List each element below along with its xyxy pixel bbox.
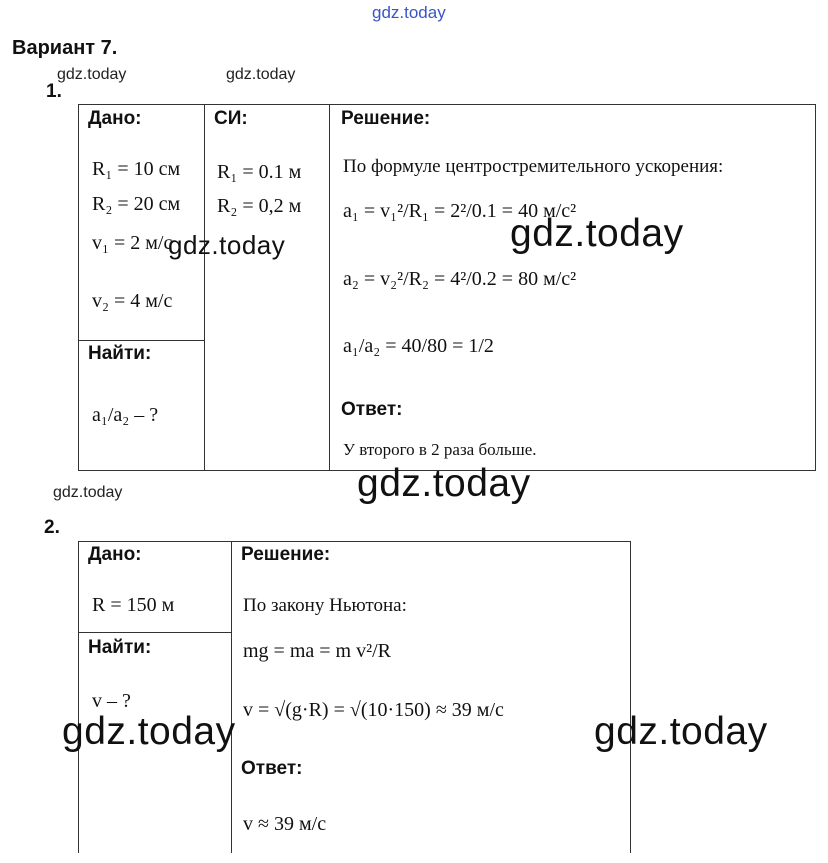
watermark: gdz.today	[226, 66, 296, 83]
find-header: Найти:	[88, 637, 152, 658]
answer-text: У второго в 2 раза больше.	[343, 440, 537, 459]
problem-1-number: 1.	[46, 81, 62, 102]
find-v: v – ?	[92, 690, 131, 712]
variant-title: Вариант 7.	[12, 37, 118, 59]
table1-border-top	[78, 104, 816, 105]
table2-border-top	[78, 541, 631, 542]
table1-border-left	[78, 104, 79, 471]
answer-equation: v ≈ 39 м/с	[243, 813, 327, 835]
given-header: Дано:	[88, 108, 142, 129]
si-r1: R₁ = 0.1 м	[217, 161, 302, 183]
table2-find-divider	[78, 632, 232, 633]
table2-divider	[231, 541, 232, 853]
equation-newton: mg = ma = m v²/R	[243, 640, 391, 662]
watermark: gdz.today	[357, 462, 531, 505]
find-ratio: a₁/a₂ – ?	[92, 404, 159, 426]
watermark: gdz.today	[168, 230, 286, 260]
watermark: gdz.today	[53, 484, 123, 501]
given-v2: v₂ = 4 м/с	[92, 290, 173, 312]
given-v1: v₁ = 2 м/с	[92, 232, 173, 254]
equation-ratio: a₁/a₂ = 40/80 = 1/2	[343, 335, 494, 357]
table1-find-divider	[78, 340, 205, 341]
si-header: СИ:	[214, 108, 248, 129]
answer-header: Ответ:	[341, 399, 403, 420]
given-r2: R₂ = 20 см	[92, 193, 181, 215]
table1-border-right	[815, 104, 816, 471]
table1-divider-2	[329, 104, 330, 471]
equation-v: v = √(g·R) = √(10·150) ≈ 39 м/с	[243, 699, 504, 721]
given-r1: R₁ = 10 см	[92, 158, 181, 180]
solution-intro: По закону Ньютона:	[243, 595, 407, 616]
given-header: Дано:	[88, 544, 142, 565]
answer-header: Ответ:	[241, 758, 303, 779]
site-watermark-top: gdz.today	[372, 3, 446, 22]
equation-a2: a₂ = v₂²/R₂ = 4²/0.2 = 80 м/с²	[343, 268, 577, 290]
si-r2: R₂ = 0,2 м	[217, 195, 302, 217]
table2-border-right	[630, 541, 631, 853]
solution-header: Решение:	[341, 108, 431, 129]
table1-divider-1	[204, 104, 205, 471]
watermark: gdz.today	[594, 710, 768, 753]
problem-2-number: 2.	[44, 517, 60, 538]
table2-border-left	[78, 541, 79, 853]
find-header: Найти:	[88, 343, 152, 364]
watermark: gdz.today	[510, 212, 684, 255]
solution-intro: По формуле центростремительного ускорения:	[343, 156, 724, 177]
equation-a1: a₁ = v₁²/R₁ = 2²/0.1 = 40 м/с²	[343, 200, 577, 222]
given-r: R = 150 м	[92, 594, 175, 616]
watermark: gdz.today	[62, 710, 236, 753]
watermark: gdz.today	[57, 66, 127, 83]
solution-header: Решение:	[241, 544, 331, 565]
